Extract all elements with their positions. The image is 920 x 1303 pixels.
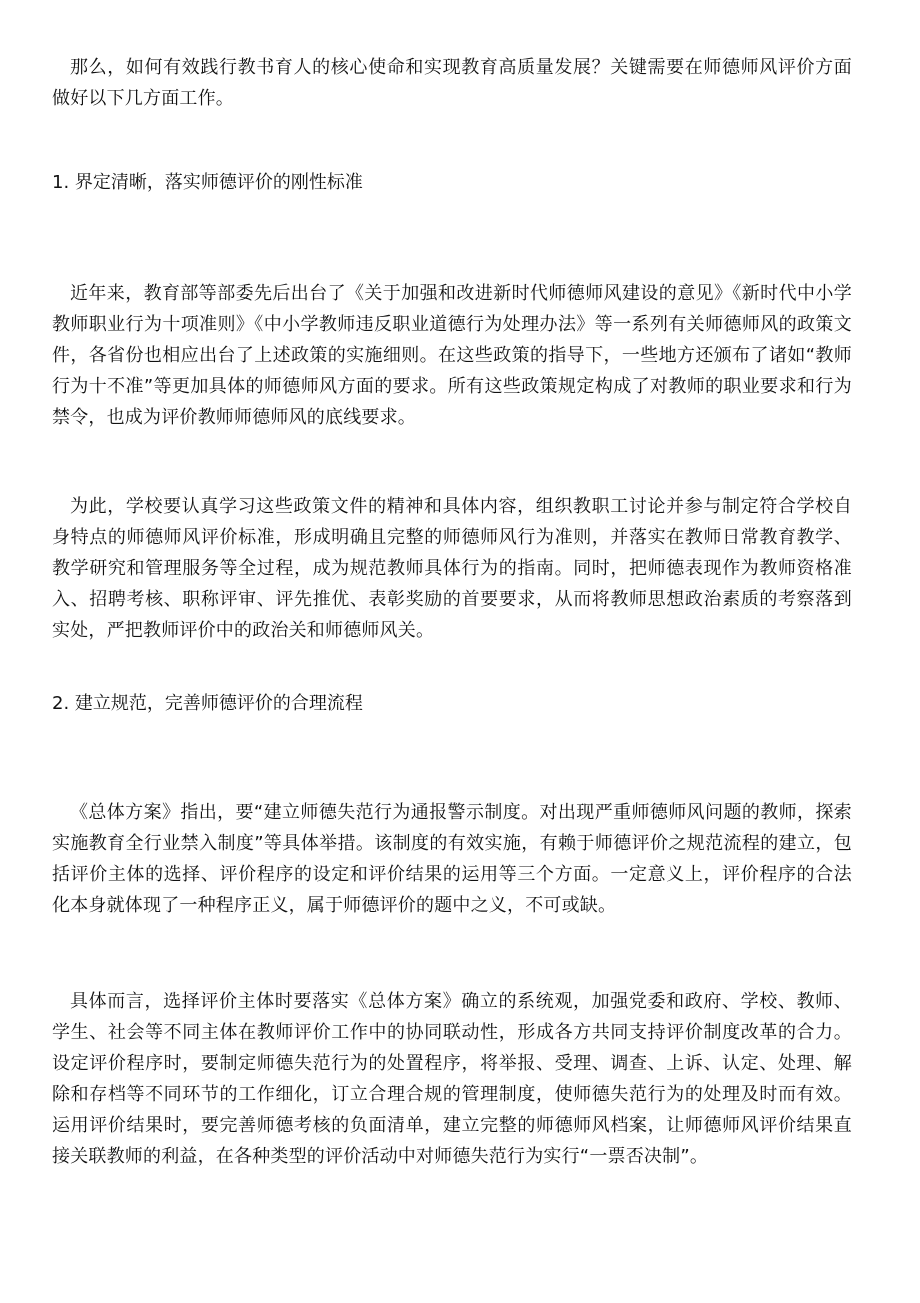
section-2-heading: 2. 建立规范，完善师德评价的合理流程 [52,693,363,714]
intro-paragraph: 那么，如何有效践行教书育人的核心使命和实现教育高质量发展？关键需要在师德师风评价方面做好以下几方面工作。 [52,57,852,109]
section-1-paragraph-2: 为此，学校要认真学习这些政策文件的精神和具体内容，组织教职工讨论并参与制定符合学校自身特点的师德师风评价标准，形成明确且完整的师德师风行为准则，并落实在教师日常教育教学、教学研究和管理服务等全过程，成为规范教师具体行为的指南。同时，把师德表现作为教师资格准入、招聘考核、职称评审、评先推优、表彰奖励的首要要求，从而将教师思想政治素质的考察落到实处，严把教师评价中的政治关和师德师风关。 [52,496,852,641]
section-2-paragraph-1: 《总体方案》指出，要“建立师德失范行为通报警示制度。对出现严重师德师风问题的教师，探索实施教育全行业禁入制度”等具体举措。该制度的有效实施，有赖于师德评价之规范流程的建立，包括评价主体的选择、评价程序的设定和评价结果的运用等三个方面。一定意义上，评价程序的合法化本身就体现了一种程序正义，属于师德评价的题中之义，不可或缺。 [52,802,852,916]
section-2-paragraph-2: 具体而言，选择评价主体时要落实《总体方案》确立的系统观，加强党委和政府、学校、教师、学生、社会等不同主体在教师评价工作中的协同联动性，形成各方共同支持评价制度改革的合力。设定评价程序时，要制定师德失范行为的处置程序，将举报、受理、调查、上诉、认定、处理、解除和存档等不同环节的工作细化，订立合理合规的管理制度，使师德失范行为的处理及时而有效。运用评价结果时，要完善师德考核的负面清单，建立完整的师德师风档案，让师德师风评价结果直接关联教师的利益，在各种类型的评价活动中对师德失范行为实行“一票否决制”。 [52,991,852,1167]
section-1-paragraph-1: 近年来，教育部等部委先后出台了《关于加强和改进新时代师德师风建设的意见》《新时代中小学教师职业行为十项准则》《中小学教师违反职业道德行为处理办法》等一系列有关师德师风的政策文件，各省份也相应出台了上述政策的实施细则。在这些政策的指导下，一些地方还颁布了诸如“教师行为十不准”等更加具体的师德师风方面的要求。所有这些政策规定构成了对教师的职业要求和行为禁令，也成为评价教师师德师风的底线要求。 [52,283,852,428]
section-1-heading: 1. 界定清晰，落实师德评价的刚性标准 [52,172,363,193]
